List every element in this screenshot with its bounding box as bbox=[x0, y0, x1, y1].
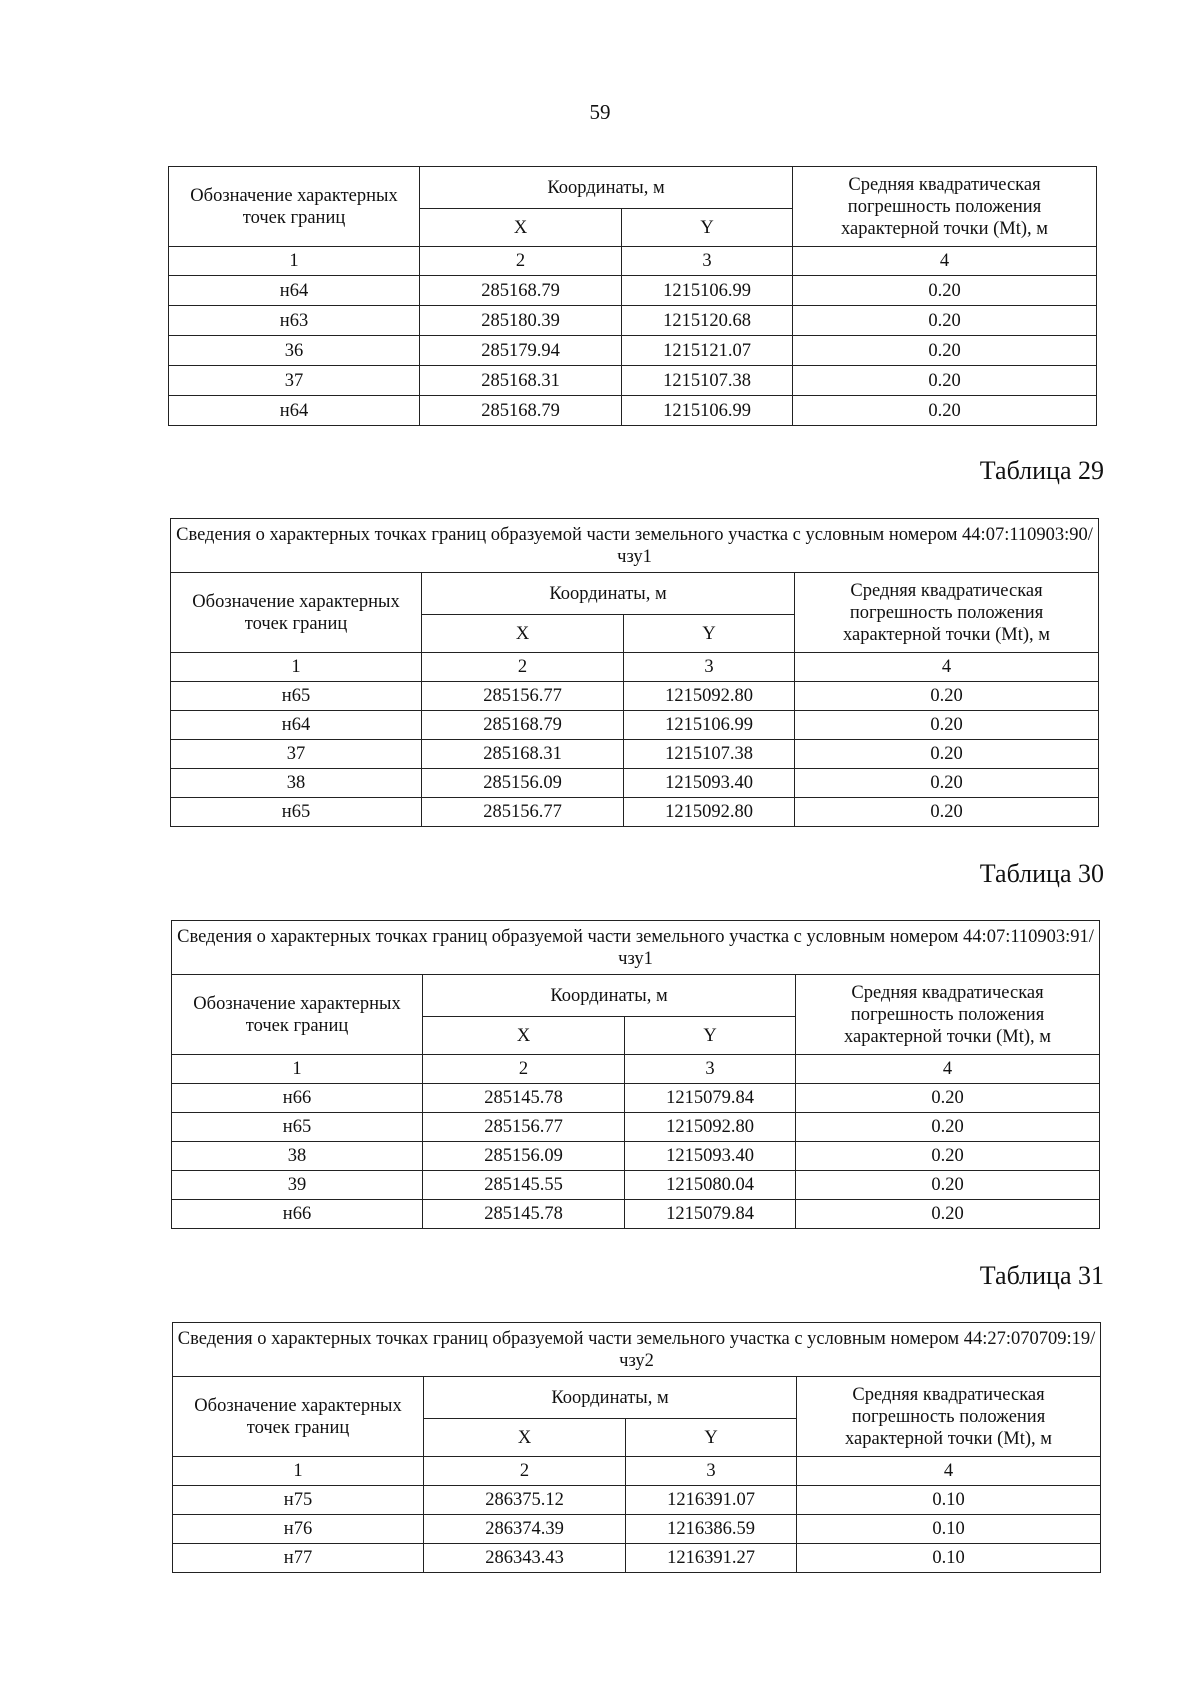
table-row bbox=[172, 1084, 1100, 1113]
table-row bbox=[173, 1486, 1101, 1515]
column-number: 4 bbox=[793, 247, 1097, 276]
mt-value: 0.10 bbox=[797, 1486, 1101, 1515]
table-row bbox=[172, 1142, 1100, 1171]
y-coordinate: 1215092.80 bbox=[624, 798, 795, 827]
header-coordinates: Координаты, м bbox=[424, 1377, 797, 1419]
table-row bbox=[169, 336, 1097, 366]
y-coordinate: 1215079.84 bbox=[625, 1084, 796, 1113]
mt-value: 0.20 bbox=[795, 711, 1099, 740]
header-y: Y bbox=[622, 209, 793, 247]
mt-value: 0.10 bbox=[797, 1515, 1101, 1544]
table-row bbox=[169, 366, 1097, 396]
table-row bbox=[171, 740, 1099, 769]
header-mean-square-error: Средняя квадратическая погрешность положения характерной точки (Mt), м bbox=[795, 573, 1099, 653]
header-y: Y bbox=[626, 1419, 797, 1457]
mt-value: 0.20 bbox=[793, 276, 1097, 306]
column-number: 1 bbox=[173, 1457, 424, 1486]
mt-value: 0.20 bbox=[796, 1200, 1100, 1229]
x-coordinate: 285156.77 bbox=[422, 798, 624, 827]
point-name: 38 bbox=[171, 769, 422, 798]
table-row bbox=[171, 769, 1099, 798]
mt-value: 0.20 bbox=[795, 769, 1099, 798]
header-y: Y bbox=[624, 615, 795, 653]
header-coordinates: Координаты, м bbox=[420, 167, 793, 209]
table-row bbox=[172, 1200, 1100, 1229]
table-row bbox=[171, 711, 1099, 740]
point-name: н65 bbox=[172, 1113, 423, 1142]
column-number: 3 bbox=[624, 653, 795, 682]
y-coordinate: 1215080.04 bbox=[625, 1171, 796, 1200]
mt-value: 0.20 bbox=[796, 1084, 1100, 1113]
point-name: 39 bbox=[172, 1171, 423, 1200]
point-name: н75 bbox=[173, 1486, 424, 1515]
header-x: X bbox=[423, 1017, 625, 1055]
header-x: X bbox=[420, 209, 622, 247]
y-coordinate: 1215106.99 bbox=[622, 276, 793, 306]
y-coordinate: 1215093.40 bbox=[625, 1142, 796, 1171]
table-caption: Таблица 31 bbox=[979, 1261, 1104, 1290]
point-name: н77 bbox=[173, 1544, 424, 1573]
mt-value: 0.20 bbox=[795, 798, 1099, 827]
point-name: н64 bbox=[169, 276, 420, 306]
table-row bbox=[172, 1113, 1100, 1142]
point-name: н65 bbox=[171, 682, 422, 711]
y-coordinate: 1215092.80 bbox=[624, 682, 795, 711]
coordinates-table-31 bbox=[172, 1322, 1101, 1573]
header-mean-square-error: Средняя квадратическая погрешность положения характерной точки (Mt), м bbox=[796, 975, 1100, 1055]
coordinates-table-1 bbox=[168, 166, 1097, 426]
table-row bbox=[169, 396, 1097, 426]
mt-value: 0.20 bbox=[793, 366, 1097, 396]
header-point-name: Обозначение характерных точек границ bbox=[171, 573, 422, 653]
y-coordinate: 1215093.40 bbox=[624, 769, 795, 798]
mt-value: 0.20 bbox=[796, 1171, 1100, 1200]
column-number: 2 bbox=[420, 247, 622, 276]
y-coordinate: 1215079.84 bbox=[625, 1200, 796, 1229]
y-coordinate: 1216386.59 bbox=[626, 1515, 797, 1544]
coordinates-table-29 bbox=[170, 518, 1099, 827]
mt-value: 0.20 bbox=[793, 306, 1097, 336]
x-coordinate: 286375.12 bbox=[424, 1486, 626, 1515]
header-y: Y bbox=[625, 1017, 796, 1055]
mt-value: 0.20 bbox=[793, 396, 1097, 426]
mt-value: 0.20 bbox=[793, 336, 1097, 366]
point-name: н64 bbox=[171, 711, 422, 740]
table-title: Сведения о характерных точках границ образуемой части земельного участка с условным номером 44:07:110903:90/чзу1 bbox=[171, 519, 1099, 573]
point-name: н66 bbox=[172, 1200, 423, 1229]
column-number: 1 bbox=[169, 247, 420, 276]
column-number: 1 bbox=[172, 1055, 423, 1084]
mt-value: 0.20 bbox=[796, 1113, 1100, 1142]
y-coordinate: 1215120.68 bbox=[622, 306, 793, 336]
y-coordinate: 1215121.07 bbox=[622, 336, 793, 366]
table-caption: Таблица 30 bbox=[979, 859, 1104, 888]
point-name: 37 bbox=[171, 740, 422, 769]
column-number: 4 bbox=[795, 653, 1099, 682]
header-x: X bbox=[422, 615, 624, 653]
coordinates-table-30 bbox=[171, 920, 1100, 1229]
column-number: 1 bbox=[171, 653, 422, 682]
x-coordinate: 286343.43 bbox=[424, 1544, 626, 1573]
column-number: 4 bbox=[796, 1055, 1100, 1084]
column-number: 2 bbox=[423, 1055, 625, 1084]
header-mean-square-error: Средняя квадратическая погрешность положения характерной точки (Mt), м bbox=[793, 167, 1097, 247]
table-row bbox=[171, 798, 1099, 827]
column-number: 4 bbox=[797, 1457, 1101, 1486]
x-coordinate: 285168.31 bbox=[420, 366, 622, 396]
header-coordinates: Координаты, м bbox=[422, 573, 795, 615]
y-coordinate: 1215092.80 bbox=[625, 1113, 796, 1142]
y-coordinate: 1215107.38 bbox=[622, 366, 793, 396]
point-name: н64 bbox=[169, 396, 420, 426]
table-row bbox=[169, 276, 1097, 306]
column-number: 2 bbox=[422, 653, 624, 682]
table-row bbox=[173, 1544, 1101, 1573]
x-coordinate: 285156.77 bbox=[422, 682, 624, 711]
x-coordinate: 285145.55 bbox=[423, 1171, 625, 1200]
point-name: 38 bbox=[172, 1142, 423, 1171]
y-coordinate: 1215107.38 bbox=[624, 740, 795, 769]
x-coordinate: 285168.79 bbox=[420, 396, 622, 426]
x-coordinate: 285168.79 bbox=[422, 711, 624, 740]
point-name: 37 bbox=[169, 366, 420, 396]
header-point-name: Обозначение характерных точек границ bbox=[169, 167, 420, 247]
header-mean-square-error: Средняя квадратическая погрешность положения характерной точки (Mt), м bbox=[797, 1377, 1101, 1457]
x-coordinate: 285145.78 bbox=[423, 1084, 625, 1113]
mt-value: 0.20 bbox=[796, 1142, 1100, 1171]
y-coordinate: 1216391.07 bbox=[626, 1486, 797, 1515]
point-name: 36 bbox=[169, 336, 420, 366]
table-row bbox=[169, 306, 1097, 336]
header-coordinates: Координаты, м bbox=[423, 975, 796, 1017]
x-coordinate: 286374.39 bbox=[424, 1515, 626, 1544]
header-point-name: Обозначение характерных точек границ bbox=[173, 1377, 424, 1457]
page-number: 59 bbox=[589, 100, 611, 124]
header-point-name: Обозначение характерных точек границ bbox=[172, 975, 423, 1055]
column-number: 3 bbox=[625, 1055, 796, 1084]
x-coordinate: 285168.79 bbox=[420, 276, 622, 306]
table-row bbox=[173, 1515, 1101, 1544]
point-name: н63 bbox=[169, 306, 420, 336]
x-coordinate: 285179.94 bbox=[420, 336, 622, 366]
mt-value: 0.20 bbox=[795, 682, 1099, 711]
point-name: н76 bbox=[173, 1515, 424, 1544]
table-title: Сведения о характерных точках границ образуемой части земельного участка с условным номером 44:27:070709:19/чзу2 bbox=[173, 1323, 1101, 1377]
column-number: 2 bbox=[424, 1457, 626, 1486]
table-title: Сведения о характерных точках границ образуемой части земельного участка с условным номером 44:07:110903:91/чзу1 bbox=[172, 921, 1100, 975]
column-number: 3 bbox=[622, 247, 793, 276]
y-coordinate: 1215106.99 bbox=[624, 711, 795, 740]
x-coordinate: 285168.31 bbox=[422, 740, 624, 769]
table-row bbox=[171, 682, 1099, 711]
table-caption: Таблица 29 bbox=[979, 456, 1104, 485]
x-coordinate: 285145.78 bbox=[423, 1200, 625, 1229]
x-coordinate: 285156.09 bbox=[423, 1142, 625, 1171]
x-coordinate: 285156.77 bbox=[423, 1113, 625, 1142]
column-number: 3 bbox=[626, 1457, 797, 1486]
table-row bbox=[172, 1171, 1100, 1200]
header-x: X bbox=[424, 1419, 626, 1457]
point-name: н66 bbox=[172, 1084, 423, 1113]
mt-value: 0.10 bbox=[797, 1544, 1101, 1573]
x-coordinate: 285180.39 bbox=[420, 306, 622, 336]
point-name: н65 bbox=[171, 798, 422, 827]
mt-value: 0.20 bbox=[795, 740, 1099, 769]
y-coordinate: 1216391.27 bbox=[626, 1544, 797, 1573]
x-coordinate: 285156.09 bbox=[422, 769, 624, 798]
y-coordinate: 1215106.99 bbox=[622, 396, 793, 426]
